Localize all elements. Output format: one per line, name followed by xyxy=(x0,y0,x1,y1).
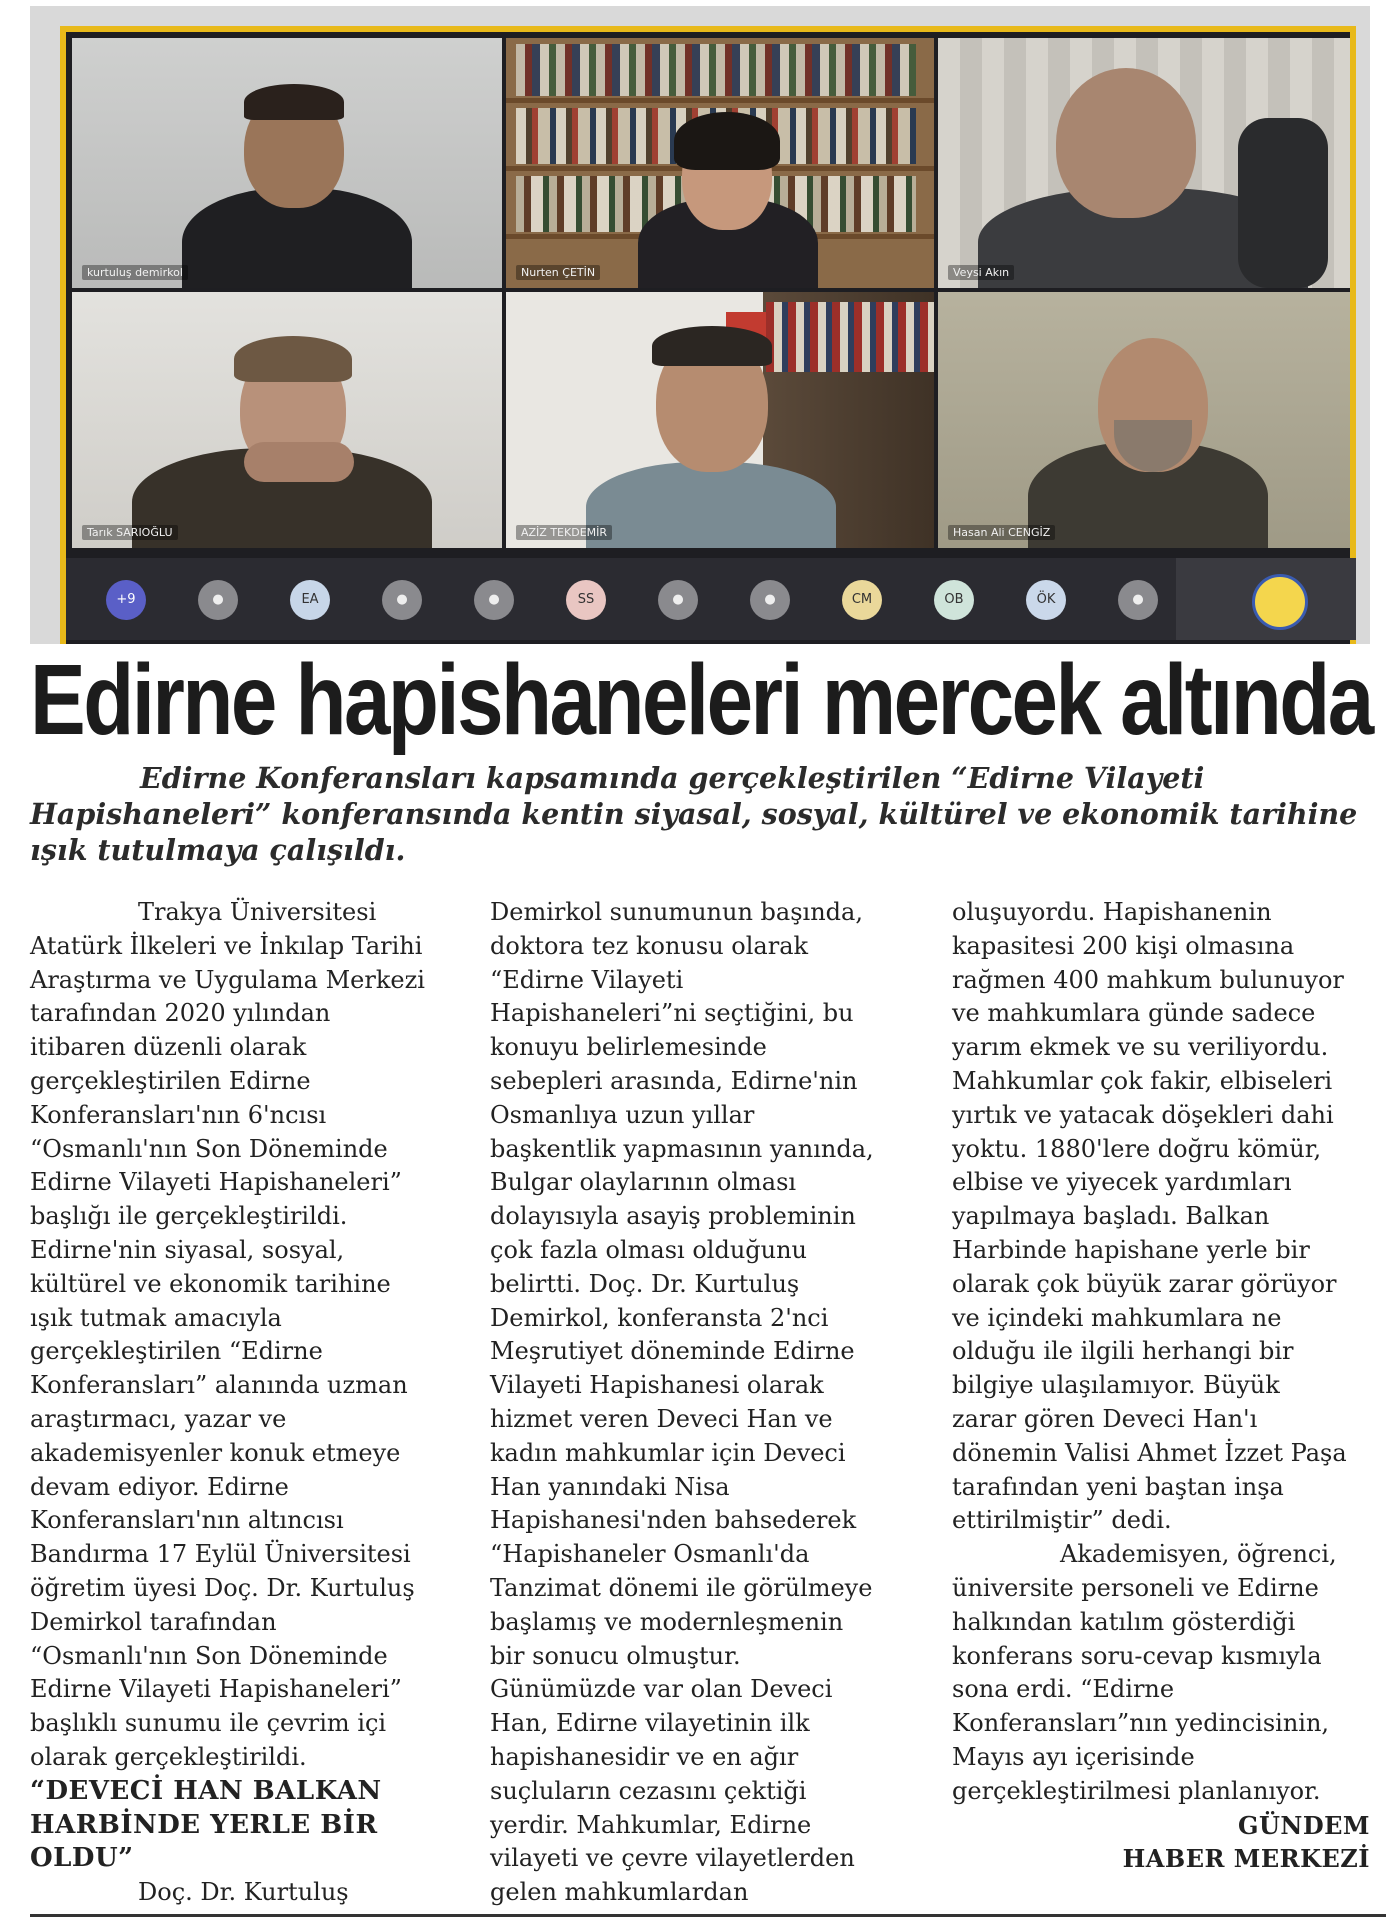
participant-tile xyxy=(506,38,934,288)
body-paragraph: Akademisyen, öğrenci, üniversite personeli ve Edirne halkından katılım gösterdiği konferans soru-cevap kısmıyla sona erdi. “Edirne Konferansları”nın yedincisinin, Mayıs ayı içerisinde gerçekleştirilmesi planlanıyor. xyxy=(952,1540,1337,1805)
participant-tile xyxy=(72,38,502,288)
avatar[interactable]: ● xyxy=(1118,580,1158,620)
participant-tile xyxy=(938,292,1350,548)
participant-name: Hasan Ali CENGİZ xyxy=(948,525,1055,540)
headline: Edirne hapishaneleri mercek altında xyxy=(30,644,1372,756)
avatar[interactable]: EA xyxy=(290,580,330,620)
participants-toolbar xyxy=(66,558,1176,640)
participant-name: Tarık SARIOĞLU xyxy=(82,525,178,540)
subheading: “DEVECİ HAN BALKAN HARBİNDE YERLE BİR OLDU” xyxy=(30,1775,382,1874)
participant-tile xyxy=(72,292,502,548)
body-paragraph: Demirkol sunumunun başında, doktora tez konusu olarak “Edirne Vilayeti Hapishaneleri”ni seçtiğini, bu konuyu belirlemesinde sebepleri arasında, Edirne'nin Osmanlıya uzun yıllar başkentlik yapmasının yanında, Bulgar olaylarının olması dolayısıyla asayiş probleminin çok fazla olması olduğunu belirtti. Doç. Dr. Kurtuluş Demirkol, konferansta 2'nci Meşrutiyet döneminde Edirne Vilayeti Hapishanesi olarak hizmet veren Deveci Han ve kadın mahkumlar için Deveci Han yanındaki Nisa Hapishanesi'nden bahsederek “Hapishaneler Osmanlı'da Tanzimat dönemi ile görülmeye başlamış ve modernleşmenin bir sonucu olmuştur. Günümüzde var olan Deveci Han, Edirne vilayetinin ilk hapishanesidir ve en ağır suçluların cezasını çektiği yerdir. Mahkumlar, Edirne vilayeti ve çevre vilayetlerden gelen mahkumlardan xyxy=(490,898,874,1907)
body-paragraph: oluşuyordu. Hapishanenin kapasitesi 200 kişi olmasına rağmen 400 mahkum bulunuyor ve mahkumlara günde sadece yarım ekmek ve su veriliyordu. Mahkumlar çok fakir, elbiseleri yırtık ve yatacak döşekleri dahi yoktu. 1880'lere doğru kömür, elbise ve yiyecek yardımları yapılmaya başladı. Balkan Harbinde hapishane yerle bir olarak çok büyük zarar görüyor ve içindeki mahkumlara ne olduğu ile ilgili herhangi bir bilgiye ulaşılamıyor. Büyük zarar gören Deveci Han'ı dönemin Valisi Ahmet İzzet Paşa tarafından yeni baştan inşa ettirilmiştir” dedi. xyxy=(952,898,1347,1535)
byline-line: HABER MERKEZİ xyxy=(1122,1844,1370,1873)
column-2 xyxy=(490,896,885,1910)
lead-paragraph: Edirne Konferansları kapsamında gerçekleştirilen “Edirne Vilayeti Hapishaneleri” konferansında kentin siyasal, sosyal, kültürel ve ekonomik tarihine ışık tutulmaya çalışıldı. xyxy=(30,761,1358,867)
article-photo xyxy=(30,6,1370,644)
avatar[interactable]: +9 xyxy=(106,580,146,620)
avatar[interactable]: ● xyxy=(658,580,698,620)
participant-name: kurtuluş demirkol xyxy=(82,265,188,280)
avatar[interactable]: SS xyxy=(566,580,606,620)
body-paragraph: Trakya Üniversitesi Atatürk İlkeleri ve İnkılap Tarihi Araştırma ve Uygulama Merkezi tarafından 2020 yılından itibaren düzenli olarak gerçekleştirilen Edirne Konferansları'nın 6'ncısı “Osmanlı'nın Son Döneminde Edirne Vilayeti Hapishaneleri” başlığı ile gerçekleştirildi. Edirne'nin siyasal, sosyal, kültürel ve ekonomik tarihine ışık tutmak amacıyla gerçekleştirilen “Edirne Konferansları” alanında uzman araştırmacı, yazar ve akademisyenler konuk etmeye devam ediyor. Edirne Konferansları'nın altıncısı Bandırma 17 Eylül Üniversitesi öğretim üyesi Doç. Dr. Kurtuluş Demirkol tarafından “Osmanlı'nın Son Döneminde Edirne Vilayeti Hapishaneleri” başlıklı sunumu ile çevrim içi olarak gerçekleştirildi. xyxy=(30,898,425,1771)
avatar[interactable]: ÖK xyxy=(1026,580,1066,620)
bottom-rule xyxy=(30,1914,1386,1917)
avatar[interactable]: OB xyxy=(934,580,974,620)
avatar[interactable]: ● xyxy=(474,580,514,620)
column-3 xyxy=(952,896,1347,1809)
byline xyxy=(1123,1809,1370,1875)
avatar[interactable]: ● xyxy=(382,580,422,620)
participant-tile xyxy=(938,38,1350,288)
participant-tile xyxy=(506,292,934,548)
column-1 xyxy=(30,896,425,1910)
university-logo xyxy=(1252,574,1308,630)
byline-line: GÜNDEM xyxy=(1237,1811,1370,1840)
avatar[interactable]: ● xyxy=(750,580,790,620)
avatar[interactable]: CM xyxy=(842,580,882,620)
participant-name: Nurten ÇETİN xyxy=(516,265,600,280)
participant-name: AZİZ TEKDEMİR xyxy=(516,525,612,540)
participant-name: Veysi Akın xyxy=(948,265,1014,280)
body-paragraph: Doç. Dr. Kurtuluş xyxy=(138,1878,349,1907)
avatar[interactable]: ● xyxy=(198,580,238,620)
